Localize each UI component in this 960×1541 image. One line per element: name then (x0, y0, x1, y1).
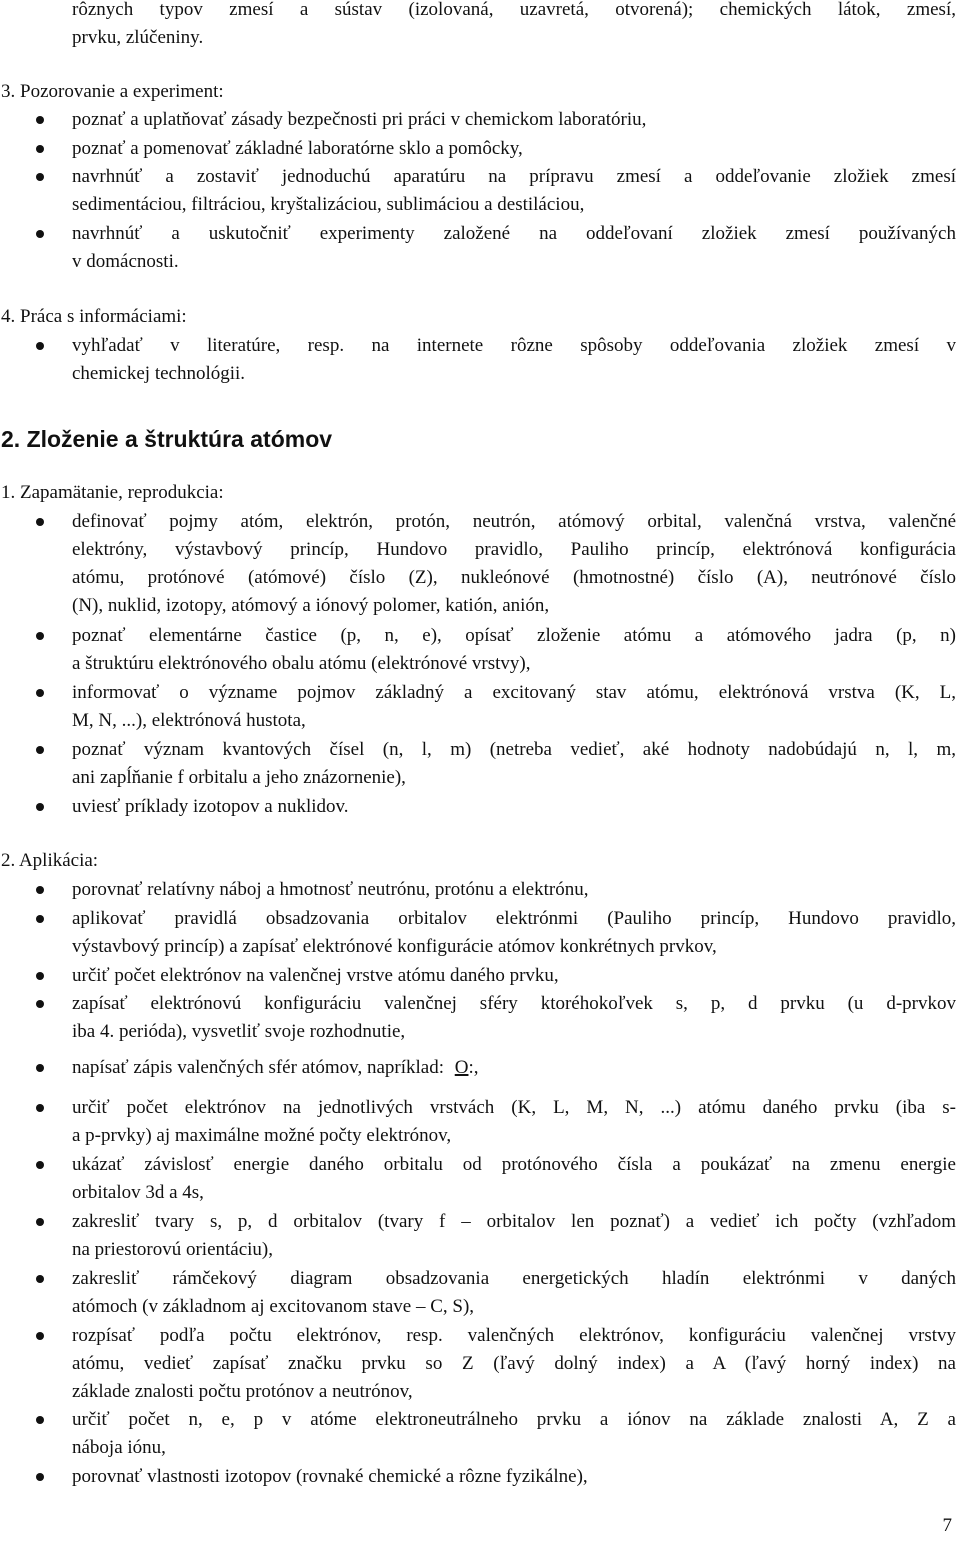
section-title: 3. Pozorovanie a experiment: (1, 81, 224, 102)
bullet-icon (36, 342, 44, 350)
list-item-text: napísať zápis valenčných sfér atómov, napríklad: (72, 1057, 444, 1078)
chapter-heading: 2. Zloženie a štruktúra atómov (1, 426, 333, 452)
bullet-icon (36, 1416, 44, 1424)
bullet-icon (36, 173, 44, 181)
list-item: vyhľadať v literatúre, resp. na internete rôzne spôsoby oddeľovania zložiek zmesí v (72, 335, 956, 356)
list-item-continued: na priestorovú orientáciu), (72, 1239, 274, 1260)
bullet-icon (36, 1104, 44, 1112)
section-title: 4. Práca s informáciami: (1, 306, 187, 327)
list-item: poznať a uplatňovať zásady bezpečnosti pri práci v chemickom laboratóriu, (72, 109, 647, 130)
list-item-continued: sedimentáciou, filtráciou, kryštalizáciou, sublimáciou a destiláciou, (72, 194, 585, 215)
list-item: uviesť príklady izotopov a nuklidov. (72, 796, 349, 817)
list-item: zapísať elektrónovú konfiguráciu valenčnej sféry ktoréhokoľvek s, p, d prvku (u d-prvkov (72, 993, 956, 1014)
list-item-continued: iba 4. perióda), vysvetliť svoje rozhodnutie, (72, 1021, 406, 1042)
bullet-icon (36, 518, 44, 526)
bullet-icon (36, 116, 44, 124)
bullet-icon (36, 1161, 44, 1169)
list-item: ukázať závislosť energie daného orbitalu od protónového čísla a poukázať na zmenu energie (72, 1154, 956, 1175)
list-item-continued: a p-prvky) aj maximálne možné počty elektrónov, (72, 1125, 452, 1146)
list-item: definovať pojmy atóm, elektrón, protón, neutrón, atómový orbital, valenčná vrstva, valenčné (72, 511, 956, 532)
section-title: 1. Zapamätanie, reprodukcia: (1, 482, 224, 503)
list-item-continued: atómu, vedieť zapísať značku prvku so Z (ľavý dolný index) a A (ľavý horný index) na (72, 1353, 956, 1374)
list-item: poznať elementárne častice (p, n, e), opísať zloženie atómu a atómového jadra (p, n) (72, 625, 956, 646)
list-item-continued: elektróny, výstavbový princíp, Hundovo pravidlo, Pauliho princíp, elektrónová konfigurácia (72, 539, 956, 560)
list-item-continued: ani zapĺňanie f orbitalu a jeho znázornenie), (72, 767, 406, 788)
list-item-continued: náboja iónu, (72, 1437, 166, 1458)
list-item-continued: atómoch (v základnom aj excitovanom stave – C, S), (72, 1296, 475, 1317)
list-item-continued: základe znalosti počtu protónov a neutrónov, (72, 1381, 413, 1402)
bullet-icon (36, 1332, 44, 1340)
intro-line: rôznych typov zmesí a sústav (izolovaná, uzavretá, otvorená); chemických látok, zmesí, (72, 0, 956, 20)
intro-line: prvku, zlúčeniny. (72, 27, 204, 48)
list-item-tail: :, (468, 1057, 479, 1078)
bullet-icon (36, 689, 44, 697)
bullet-icon (36, 1473, 44, 1481)
page-number: 7 (942, 1515, 952, 1536)
list-item: rozpísať podľa počtu elektrónov, resp. valenčných elektrónov, konfiguráciu valenčnej vrstvy (72, 1325, 956, 1346)
list-item-continued: (N), nuklid, izotopy, atómový a iónový polomer, katión, anión, (72, 595, 550, 616)
list-item-continued: v domácnosti. (72, 251, 179, 272)
list-item: aplikovať pravidlá obsadzovania orbitalov elektrónmi (Pauliho princíp, Hundovo pravidlo, (72, 908, 956, 929)
bullet-icon (36, 1275, 44, 1283)
list-item: určiť počet elektrónov na jednotlivých vrstvách (K, L, M, N, ...) atómu daného prvku (iba s- (72, 1097, 956, 1118)
list-item-continued: a štruktúru elektrónového obalu atómu (elektrónové vrstvy), (72, 653, 531, 674)
bullet-icon (36, 886, 44, 894)
section-title: 2. Aplikácia: (1, 850, 99, 871)
bullet-icon (36, 915, 44, 923)
bullet-icon (36, 972, 44, 980)
bullet-icon (36, 746, 44, 754)
list-item (72, 1054, 479, 1082)
list-item: navrhnúť a zostaviť jednoduchú aparatúru na prípravu zmesí a oddeľovanie zložiek zmesí (72, 166, 956, 187)
list-item: zakresliť rámčekový diagram obsadzovania energetických hladín elektrónmi v daných (72, 1268, 956, 1289)
list-item: poznať význam kvantových čísel (n, l, m) (netreba vedieť, aké hodnoty nadobúdajú n, l, m, (72, 739, 956, 760)
list-item: určiť počet n, e, p v atóme elektroneutrálneho prvku a iónov na základe znalosti A, Z a (72, 1409, 956, 1430)
list-item-continued: výstavbový princíp) a zapísať elektrónové konfigurácie atómov konkrétnych prvkov, (72, 936, 717, 957)
bullet-icon (36, 145, 44, 153)
bullet-icon (36, 1064, 44, 1072)
list-item: zakresliť tvary s, p, d orbitalov (tvary f – orbitalov len poznať) a vedieť ich počty (vzhľadom (72, 1211, 956, 1232)
list-item: určiť počet elektrónov na valenčnej vrstve atómu daného prvku, (72, 965, 559, 986)
list-item-continued: chemickej technológii. (72, 363, 246, 384)
bullet-icon (36, 632, 44, 640)
oxygen-lewis-symbol: O (454, 1057, 469, 1078)
bullet-icon (36, 230, 44, 238)
bullet-icon (36, 1218, 44, 1226)
list-item: porovnať vlastnosti izotopov (rovnaké chemické a rôzne fyzikálne), (72, 1466, 588, 1487)
bullet-icon (36, 803, 44, 811)
list-item: informovať o význame pojmov základný a excitovaný stav atómu, elektrónová vrstva (K, L, (72, 682, 956, 703)
list-item-continued: atómu, protónové (atómové) číslo (Z), nukleónové (hmotnostné) číslo (A), neutrónové číslo (72, 567, 956, 588)
list-item: poznať a pomenovať základné laboratórne sklo a pomôcky, (72, 138, 523, 159)
list-item-continued: M, N, ...), elektrónová hustota, (72, 710, 306, 731)
list-item: porovnať relatívny náboj a hmotnosť neutrónu, protónu a elektrónu, (72, 879, 589, 900)
bullet-icon (36, 1000, 44, 1008)
list-item: navrhnúť a uskutočniť experimenty založené na oddeľovaní zložiek zmesí používaných (72, 223, 956, 244)
list-item-continued: orbitalov 3d a 4s, (72, 1182, 204, 1203)
